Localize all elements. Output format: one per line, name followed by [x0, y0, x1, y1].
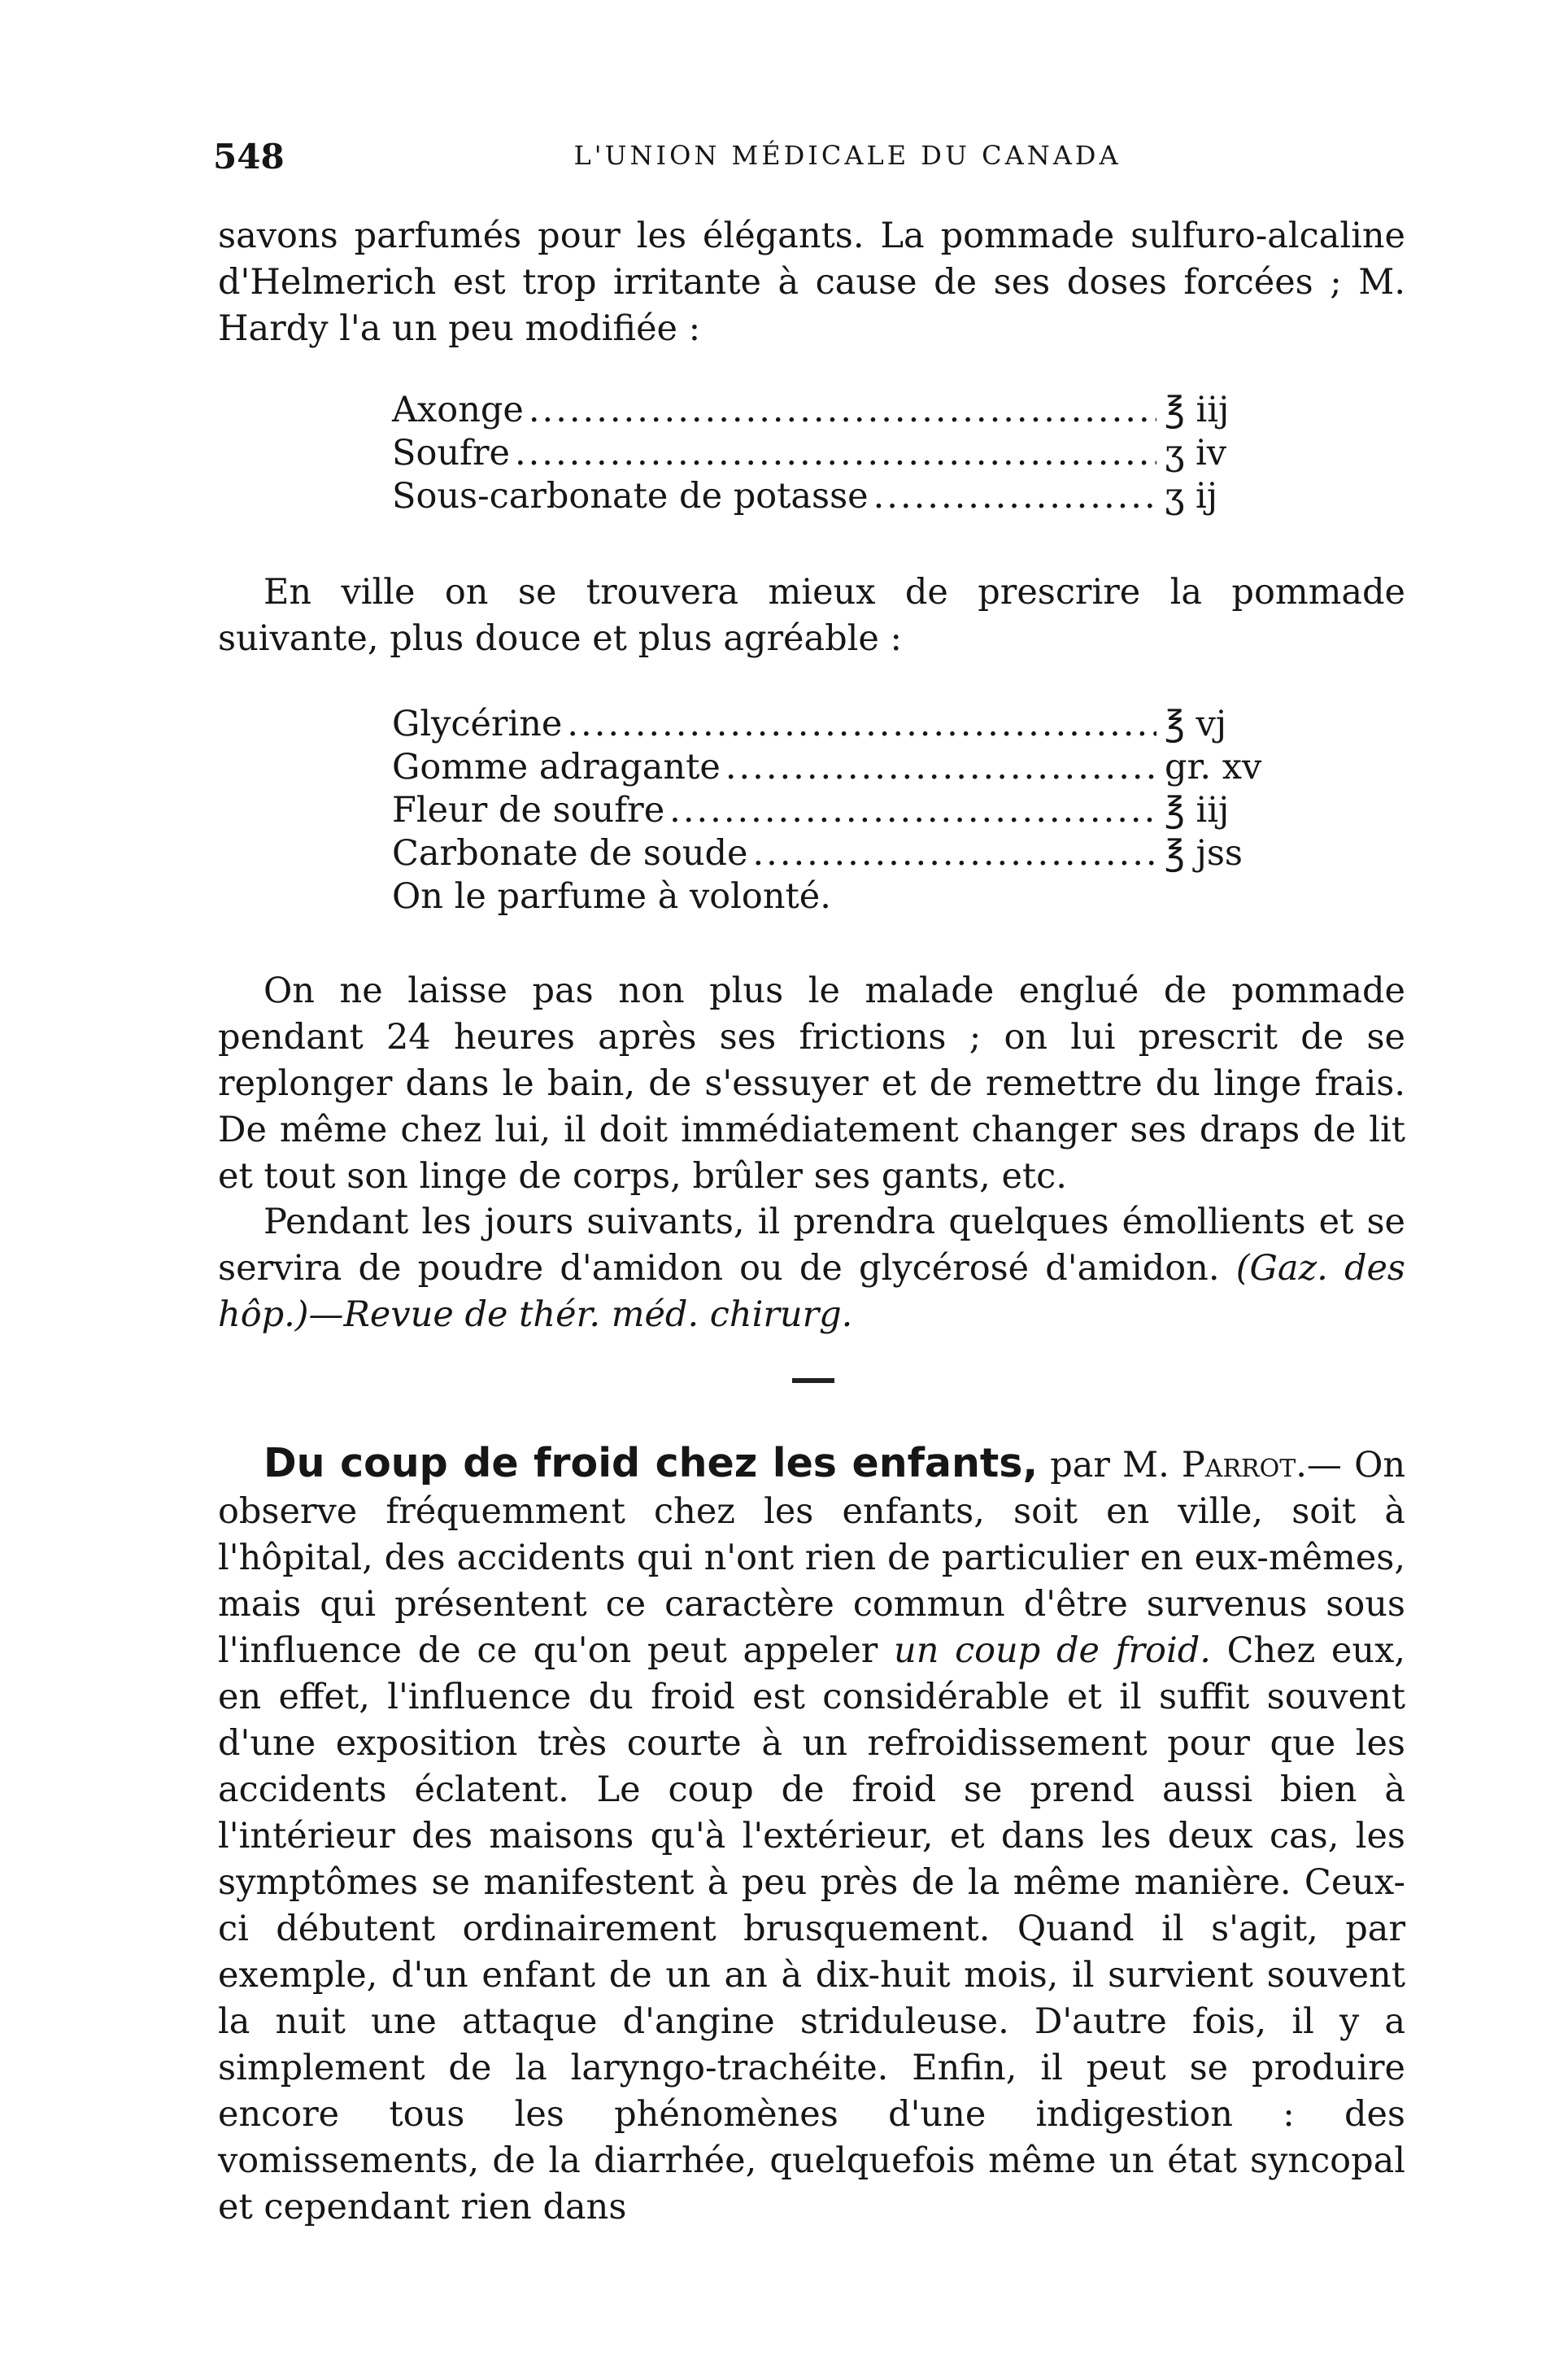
recipe-line — [392, 475, 1295, 518]
ingredient-quantity: ℥ iij — [1165, 390, 1230, 430]
ingredient-quantity: ℥ vj — [1165, 704, 1227, 744]
ingredient-quantity: ℥ jss — [1165, 833, 1243, 874]
paragraph-hardy-pommade: savons parfumés pour les élégants. La pommade sulfuro-alcaline d'Helmerich est trop irritante à cause de ses doses forcées ; M. Hardy l'a un peu modifiée : — [218, 216, 1405, 349]
author-name: Parrot — [1181, 1445, 1296, 1486]
ingredient-quantity: gr. xv — [1165, 747, 1262, 788]
paragraph-malade — [218, 968, 1405, 1200]
recipe-line — [392, 703, 1295, 746]
ingredient-name: Axonge — [392, 390, 524, 430]
ingredient-name: Carbonate de soude — [392, 833, 748, 874]
recipe-line — [392, 746, 1295, 789]
recipe-line — [392, 432, 1295, 475]
ingredient-name: Soufre — [392, 433, 510, 473]
citation: (Gaz. des hôp.)—Revue de thér. méd. chirurg. — [218, 1248, 1406, 1335]
ingredient-name: Sous-carbonate de potasse — [392, 476, 869, 517]
ingredient-quantity: ʒ ij — [1165, 476, 1218, 517]
byline-suffix: .— — [1296, 1445, 1342, 1486]
leader-dots — [873, 475, 1156, 518]
page-header — [213, 137, 1400, 189]
byline-prefix: par M. — [1050, 1445, 1169, 1486]
section-title: Du coup de froid chez les enfants, — [264, 1440, 1039, 1486]
paragraph-text: On ne laisse pas non plus le malade englué de pommade pendant 24 heures après ses frictions ; on lui prescrit de se replonger dans le bain, de s'essuyer et de remettre du linge frais. De même chez lui, il doit immédiatement changer ses draps de lit et tout son linge de corps, brûler ses gants, etc. — [218, 971, 1405, 1197]
recipe-line — [392, 789, 1295, 832]
ingredient-quantity: ʒ iv — [1165, 433, 1226, 473]
page-number: 548 — [213, 137, 285, 177]
leader-dots — [753, 832, 1157, 875]
ingredient-quantity: ℥ iij — [1165, 790, 1230, 831]
leader-dots — [669, 789, 1156, 832]
recipe-line — [392, 389, 1295, 432]
leader-dots — [567, 703, 1156, 746]
leader-dots — [725, 746, 1156, 789]
section-emphasis: un coup de froid. — [894, 1630, 1211, 1671]
running-head: L'UNION MÉDICALE DU CANADA — [573, 140, 1122, 171]
ingredient-name: Glycérine — [392, 704, 563, 744]
section-body: On observe fréquemment chez les enfants, soit en ville, soit à l'hôpital, des accidents qui n'ont rien de particulier en eux-mêmes, mais qui présentent ce caractère commun d'être survenus sous l'influence de ce qu'on peut appeler — [218, 1445, 1406, 1671]
paragraph-jours-suivants — [218, 1199, 1405, 1338]
recipe-line — [392, 832, 1295, 875]
paragraph-en-ville — [218, 569, 1405, 662]
ingredient-name: Gomme adragante — [392, 747, 721, 788]
recipe-glycerine — [392, 703, 1295, 918]
ingredient-name: Fleur de soufre — [392, 790, 665, 831]
paragraph-text: En ville on se trouvera mieux de prescrire la pommade suivante, plus douce et plus agréable : — [218, 572, 1405, 659]
leader-dots — [529, 389, 1156, 432]
section-coup-de-froid — [218, 1440, 1405, 2231]
section-body-continued: Chez eux, en effet, l'influence du froid est considérable et il suffit souvent d'une exposition très courte à un refroidissement pour que les accidents éclatent. Le coup de froid se prend aussi bien à l'intérieur des maisons qu'à l'extérieur, et dans les deux cas, les symptômes se manifestent à peu près de la même manière. Ceux-ci débutent ordinairement brusquement. Quand il s'agit, par exemple, d'un enfant de un an à dix-huit mois, il survient souvent la nuit une attaque d'angine striduleuse. D'autre fois, il y a simplement de la laryngo-trachéite. Enfin, il peut se produire encore tous les phénomènes d'une indigestion : des vomissements, de la diarrhée, quelquefois même un état syncopal et cependant rien dans — [218, 1630, 1405, 2227]
recipe-hardy — [392, 389, 1295, 518]
leader-dots — [515, 432, 1156, 475]
recipe-note: On le parfume à volonté. — [392, 876, 831, 917]
section-divider — [792, 1378, 834, 1383]
paragraph-text: Pendant les jours suivants, il prendra quelques émollients et se servira de poudre d'amidon ou de glycérosé d'amidon. — [218, 1202, 1405, 1289]
